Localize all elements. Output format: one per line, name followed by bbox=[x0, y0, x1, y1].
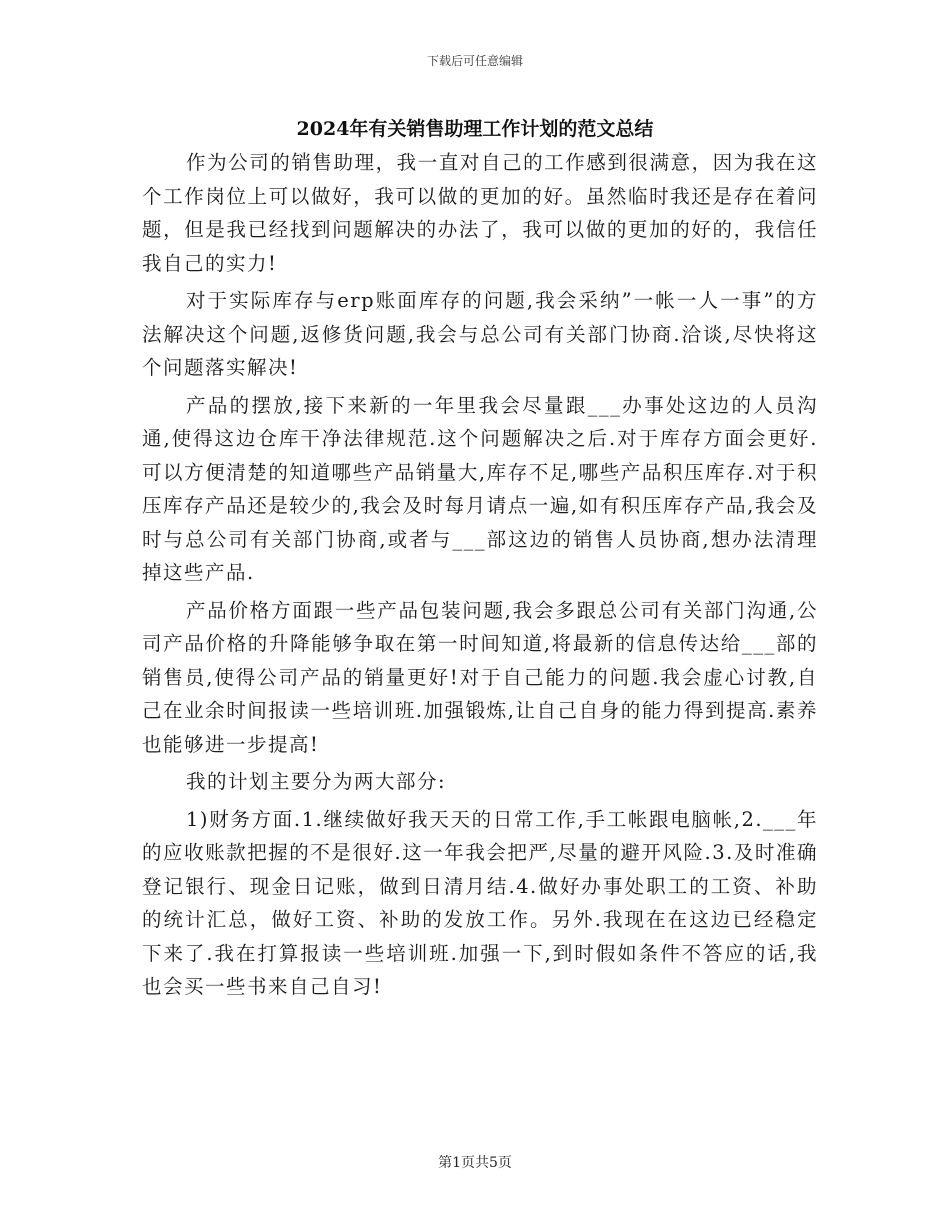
paragraph-product-placement: 产品的摆放,接下来新的一年里我会尽量跟___办事处这边的人员沟通,使得这边仓库干净法律规范.这个问题解决之后.对于库存方面会更好.可以方便清楚的知道哪些产品销量大,库存不足,哪些产品积压库存.对于积压库存产品还是较少的,我会及时每月请点一遍,如有积压库存产品,我会及时与总公司有关部门协商,或者与___部这边的销售人员协商,想办法清理掉这些产品. bbox=[142, 393, 818, 584]
document-title: 2024年有关销售助理工作计划的范文总结 bbox=[296, 118, 654, 140]
paragraph-pricing: 产品价格方面跟一些产品包装问题,我会多跟总公司有关部门沟通,公司产品价格的升降能够争取在第一时间知道,将最新的信息传达给___部的销售员,使得公司产品的销量更好!对于自己能力的问题.我会虚心讨教,自己在业余时间报读一些培训班.加强锻炼,让自己自身的能力得到提高.素养也能够进一步提高! bbox=[142, 598, 818, 756]
paragraph-finance: 1)财务方面.1.继续做好我天天的日常工作,手工帐跟电脑帐,2.___年的应收账款把握的不是很好.这一年我会把严,尽量的避开风险.3.及时准确登记银行、现金日记账，做到日清月结.4.做好办事处职工的工资、补助的统计汇总，做好工资、补助的发放工作。另外.我现在在这边已经稳定下来了.我在打算报读一些培训班.加强一下,到时假如条件不答应的话,我也会买一些书来自己自习! bbox=[142, 807, 818, 998]
paragraph-intro: 作为公司的销售助理，我一直对自己的工作感到很满意，因为我在这个工作岗位上可以做好，我可以做的更加的好。虽然临时我还是存在着问题，但是我已经找到问题解决的办法了，我可以做的更加的好的，我信任我自己的实力! bbox=[142, 151, 818, 275]
paragraph-plan-intro: 我的计划主要分为两大部分: bbox=[186, 770, 447, 793]
page-header-note: 下载后可任意编辑 bbox=[426, 54, 523, 68]
page-number: 第1页共5页 bbox=[438, 1155, 512, 1171]
document-body bbox=[142, 146, 818, 1008]
paragraph-inventory: 对于实际库存与erp账面库存的问题,我会采纳”一帐一人一事”的方法解决这个问题,返修货问题,我会与总公司有关部门协商.洽谈,尽快将这个问题落实解决! bbox=[142, 289, 818, 379]
